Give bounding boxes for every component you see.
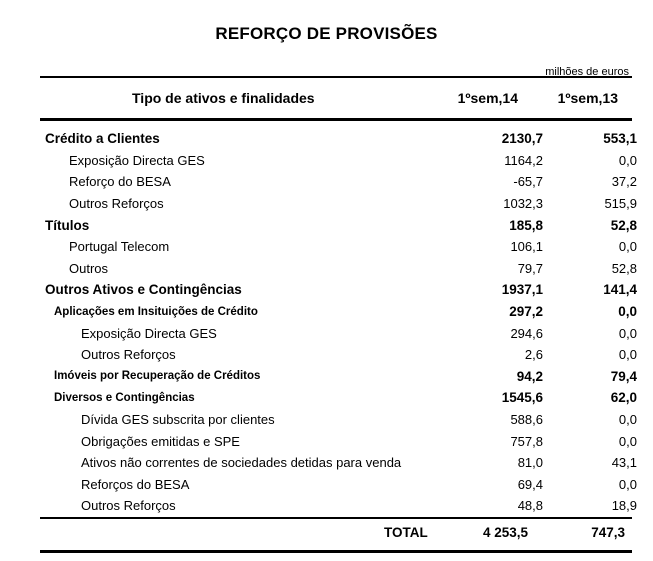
total-value-col1: 4 253,5 [482,525,528,540]
table-row [40,193,637,215]
row-value-col2: 0,0 [618,412,637,428]
row-value-col1: 2,6 [524,347,543,363]
row-value-col1: 79,7 [517,260,543,276]
row-value-col2: 0,0 [618,152,637,168]
table-row [40,171,637,193]
row-value-col1: 1937,1 [501,282,543,298]
table-row [40,322,637,344]
table-row [40,430,637,452]
table-row [40,452,637,474]
row-value-col2: 62,0 [610,390,637,406]
row-value-col1: 185,8 [509,217,543,233]
row-value-col2: 0,0 [618,433,637,449]
row-value-col2: 52,8 [610,217,637,233]
row-label: Títulos [45,217,90,233]
row-value-col1: 1032,3 [503,196,543,212]
table-row [40,214,637,236]
row-label: Outros [69,260,109,276]
page-title: REFORÇO DE PROVISÕES [215,24,438,43]
row-label: Obrigações emitidas e SPE [81,433,240,449]
row-label: Imóveis por Recuperação de Créditos [54,370,261,383]
row-value-col2: 37,2 [611,174,637,190]
row-value-col2: 18,9 [611,498,637,514]
row-value-col2: 43,1 [611,455,637,471]
total-top-rule [40,517,632,519]
row-label: Outros Reforços [81,347,176,363]
row-label: Reforços do BESA [81,476,190,492]
row-value-col1: 1545,6 [501,390,543,406]
row-value-col1: 81,0 [517,455,543,471]
row-value-col2: 553,1 [603,131,637,147]
table-row [40,279,637,301]
row-value-col1: 757,8 [510,433,543,449]
row-label: Exposição Directa GES [81,325,217,341]
table-row [40,387,637,409]
total-value-col2: 747,3 [591,525,625,540]
row-value-col1: 94,2 [516,368,543,384]
row-value-col1: 588,6 [510,412,543,428]
header-label: Tipo de ativos e finalidades [132,90,315,106]
table-row [40,258,637,280]
table-row [40,236,637,258]
row-label: Outros Ativos e Contingências [45,282,242,298]
row-value-col1: 106,1 [510,239,543,255]
row-label: Portugal Telecom [69,239,170,255]
header-bottom-rule [40,118,632,121]
row-label: Dívida GES subscrita por clientes [81,412,275,428]
header-top-rule [40,76,632,78]
row-value-col1: 294,6 [510,325,543,341]
table-bottom-rule [40,550,632,553]
total-label: TOTAL [384,525,428,540]
row-value-col2: 0,0 [618,476,637,492]
row-label: Outros Reforços [81,498,176,514]
row-label: Diversos e Contingências [54,391,195,404]
table-row [40,344,637,366]
row-value-col2: 141,4 [603,282,637,298]
table-row [40,150,637,172]
row-label: Ativos não correntes de sociedades detidas para venda [81,455,402,471]
table-row [40,366,637,388]
table-row [40,128,637,150]
table-row [40,409,637,431]
unit-note: milhões de euros [545,66,629,78]
row-value-col1: 1164,2 [504,152,543,168]
row-value-col2: 0,0 [618,347,637,363]
row-value-col1: 69,4 [517,476,543,492]
row-value-col1: 297,2 [509,304,543,320]
row-value-col1: 2130,7 [501,131,543,147]
row-label: Exposição Directa GES [69,152,205,168]
row-label: Aplicações em Insituições de Crédito [54,305,258,318]
row-label: Outros Reforços [69,196,164,212]
row-value-col2: 0,0 [618,325,637,341]
row-value-col2: 515,9 [604,196,637,212]
header-col2: 1ºsem,13 [557,90,618,106]
row-value-col1: 48,8 [517,498,543,514]
row-value-col2: 0,0 [618,239,637,255]
row-value-col1: -65,7 [513,174,543,190]
header-col1: 1ºsem,14 [457,90,518,106]
row-label: Crédito a Clientes [45,131,160,147]
row-value-col2: 52,8 [611,260,637,276]
table-row [40,495,637,517]
row-value-col2: 79,4 [610,368,637,384]
table-row [40,301,637,323]
provisions-table [40,128,637,517]
table-row [40,474,637,496]
row-value-col2: 0,0 [618,304,637,320]
row-label: Reforço do BESA [69,174,171,190]
